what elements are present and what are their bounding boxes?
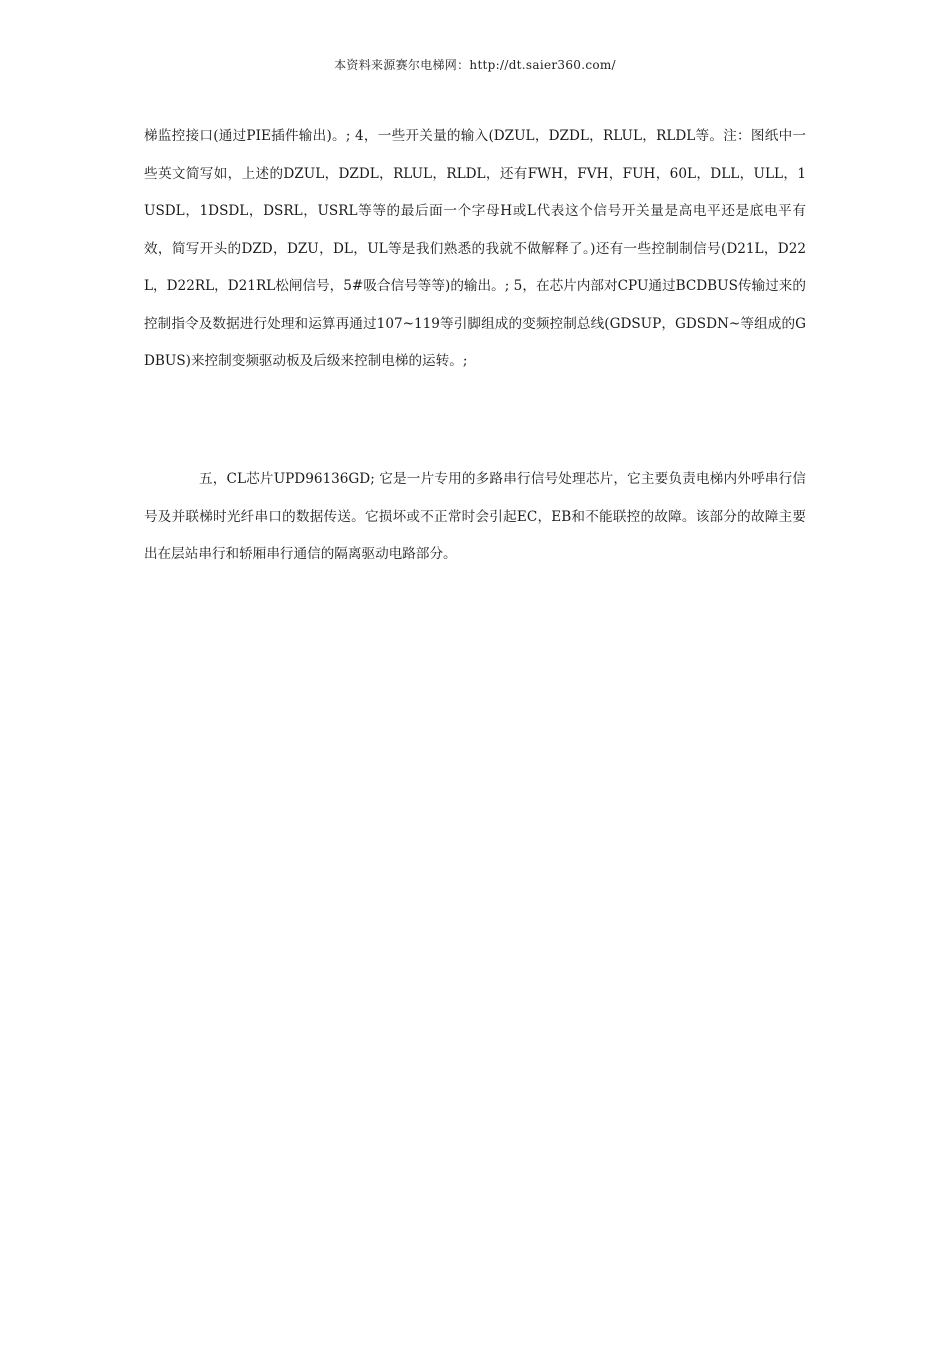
body-paragraph-2: 五，CL芯片UPD96136GD; 它是一片专用的多路串行信号处理芯片，它主要负责电梯内外呼串行信号及并联梯时光纤串口的数据传送。它损坏或不正常时会引起EC，EB和不能联控的故障。该部分的故障主要出在层站串行和轿厢串行通信的隔离驱动电路部分。 [144,471,806,562]
page-header-source: 本资料来源赛尔电梯网：http://dt.saier360.com/ [334,58,616,72]
body-paragraph-1: 梯监控接口(通过PIE插件输出)。; 4，一些开关量的输入(DZUL，DZDL，RLUL，RLDL等。注：图纸中一些英文简写如，上述的DZUL，DZDL，RLUL，RLDL，还有FWH，FVH，FUH，60L，DLL，ULL，1USDL，1DSDL，DSRL，USRL等等的最后面一个字母H或L代表这个信号开关量是高电平还是底电平有效，简写开头的DZD，DZU，DL，UL等是我们熟悉的我就不做解释了。)还有一些控制制信号(D21L，D22L，D22RL，D21RL松闸信号，5#吸合信号等等)的输出。; 5，在芯片内部对CPU通过BCDBUS传输过来的控制指令及数据进行处理和运算再通过107~119等引脚组成的变频控制总线(GDSUP，GDSDN~等组成的GDBUS)来控制变频驱动板及后级来控制电梯的运转。; [144,128,806,369]
